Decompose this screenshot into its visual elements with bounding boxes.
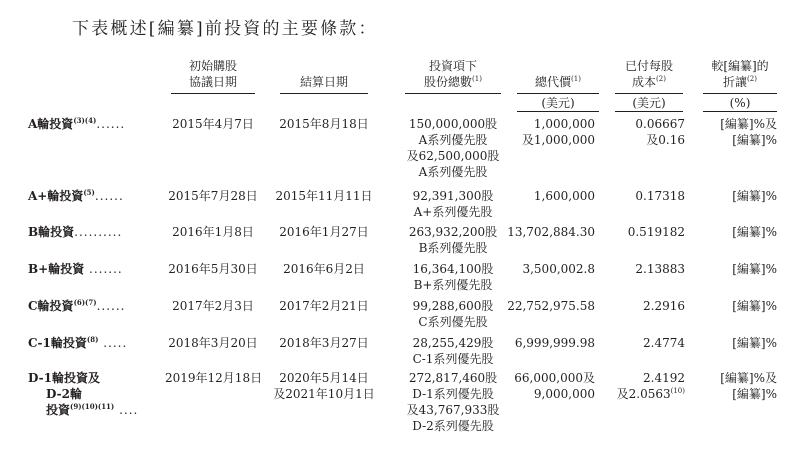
- settlement-date: 2015年8月18日: [279, 117, 369, 131]
- consideration-cell: 13,702,884.30: [507, 225, 595, 239]
- discount-cell: [編纂]%: [732, 189, 777, 203]
- settlement-date: 2016年6月2日: [283, 262, 365, 276]
- header-line: 成本$^{(2)}$: [632, 75, 666, 89]
- header-line: 股份總數$^{(1)}$: [424, 75, 482, 89]
- footnote-ref: (2): [656, 75, 666, 83]
- header-rule: [615, 93, 683, 94]
- label-line: D-2輪: [46, 387, 82, 401]
- footnote-ref: (1): [571, 75, 581, 83]
- header-line: 初始購股: [188, 59, 237, 73]
- cell-line: A系列優先股: [418, 133, 488, 147]
- leader-dots: ......: [96, 117, 126, 131]
- settlement-date: 2016年1月27日: [279, 225, 369, 239]
- agreement-date: 2018年3月20日: [168, 336, 258, 350]
- header-rule: [280, 93, 368, 94]
- header-line: 已付每股: [624, 59, 673, 73]
- cell-line: 16,364,100股: [412, 262, 494, 276]
- unit-rule: [703, 111, 777, 112]
- discount-cell: [720, 116, 777, 148]
- leader-dots: ......: [96, 299, 126, 313]
- cell-line: [編纂]%: [732, 387, 777, 401]
- header-line: 折讓$^{(2)}$: [723, 75, 757, 89]
- shares-cell: [395, 224, 511, 256]
- cell-line: A+系列優先股: [413, 205, 493, 219]
- cell-line: 66,000,000及: [514, 371, 595, 385]
- cost-cell: 0.519182: [627, 225, 685, 239]
- label-line: D-1輪投資及: [28, 371, 100, 385]
- consideration-cell: 22,752,975.58: [507, 299, 595, 313]
- cell-line: 1,000,000: [533, 117, 595, 131]
- header-rule: [517, 93, 599, 94]
- header-consideration: [517, 74, 599, 90]
- cost-cell: [635, 116, 685, 148]
- settlement-date: 2015年11月11日: [275, 189, 373, 203]
- cell-line: 及1,000,000: [521, 133, 595, 147]
- footnote-ref: (6)(7): [73, 298, 97, 307]
- cell-line: 2020年5月14日: [279, 371, 369, 385]
- header-line: 總代價$^{(1)}$: [535, 75, 581, 89]
- consideration-cell: 1,600,000: [533, 189, 595, 203]
- row-label: A輪投資$^{(3)(4)}$......: [28, 116, 126, 131]
- row-label: B輪投資..........: [28, 225, 123, 239]
- cell-line: 0.06667: [635, 117, 685, 131]
- cell-line: 150,000,000股: [408, 117, 498, 131]
- discount-cell: [編纂]%: [732, 225, 777, 239]
- cell-line: 及43,767,933股: [406, 403, 500, 417]
- header-rule: [703, 93, 777, 94]
- header-line: 較[編纂]的: [711, 59, 769, 73]
- shares-cell: [395, 370, 511, 434]
- header-line: 協議日期: [188, 75, 237, 89]
- header-discount: [703, 58, 777, 90]
- row-label: B+輪投資 .......: [28, 262, 123, 276]
- leader-dots: .......: [84, 262, 123, 276]
- row-label: A+輪投資$^{(5)}$......: [28, 188, 124, 203]
- unit-rule: [615, 111, 683, 112]
- row-label: C-1輪投資$^{(8)}$ .....: [28, 335, 128, 350]
- cell-line: [編纂]%: [732, 133, 777, 147]
- cell-line: B系列優先股: [418, 241, 488, 255]
- intro-text: 下表概述[編纂]前投資的主要條款：: [72, 19, 378, 39]
- cell-line: B+系列優先股: [413, 278, 493, 292]
- cell-line: 及62,500,000股: [406, 149, 500, 163]
- row-label: C輪投資$^{(6)(7)}$......: [28, 298, 126, 313]
- agreement-date: 2016年1月8日: [172, 225, 254, 239]
- leader-dots: .....: [98, 336, 128, 350]
- footnote-ref: (2): [747, 75, 757, 83]
- footnote-ref: (9)(10)(11): [70, 402, 115, 411]
- cost-cell: [617, 370, 685, 402]
- agreement-date: 2016年5月30日: [168, 262, 258, 276]
- header-cost: [615, 58, 683, 90]
- cell-line: 263,932,200股: [408, 225, 498, 239]
- cell-line: A系列優先股: [418, 165, 488, 179]
- agreement-date: 2015年7月28日: [168, 189, 258, 203]
- cell-line: 99,288,600股: [412, 299, 494, 313]
- unit-cost: (美元): [632, 96, 666, 110]
- discount-cell: [編纂]%: [732, 336, 777, 350]
- cell-line: D-2系列優先股: [412, 419, 494, 433]
- agreement-date: 2015年4月7日: [172, 117, 254, 131]
- cell-line: D-1系列優先股: [412, 387, 494, 401]
- header-rule: [171, 93, 255, 94]
- header-line: 投資項下: [428, 59, 477, 73]
- discount-cell: [720, 370, 777, 402]
- leader-dots: ......: [94, 189, 124, 203]
- unit-consideration: (美元): [541, 96, 575, 110]
- unit-discount: (%): [729, 96, 751, 110]
- cost-cell: 0.17318: [635, 189, 685, 203]
- discount-cell: [編纂]%: [732, 262, 777, 276]
- agreement-date: 2019年12月18日: [165, 371, 263, 385]
- cell-line: C-1系列優先股: [412, 352, 494, 366]
- cell-line: 及2021年10月1日: [273, 387, 375, 401]
- header-rule: [405, 93, 501, 94]
- discount-cell: [編纂]%: [732, 299, 777, 313]
- footnote-ref: (10): [670, 387, 685, 395]
- header-agreement-date: [171, 58, 255, 90]
- unit-rule: [517, 111, 599, 112]
- cell-line: 272,817,460股: [408, 371, 498, 385]
- shares-cell: [395, 261, 511, 293]
- shares-cell: [395, 298, 511, 330]
- cell-line: [編纂]%及: [720, 117, 777, 131]
- cost-cell: 2.2916: [643, 299, 685, 313]
- cell-line: 9,000,000: [533, 387, 595, 401]
- shares-cell: [395, 188, 511, 220]
- header-shares: [405, 58, 501, 90]
- cell-line: [編纂]%及: [720, 371, 777, 385]
- footnote-ref: (8): [86, 335, 99, 344]
- cost-cell: 2.13883: [635, 262, 685, 276]
- row-label: [28, 370, 138, 418]
- cell-line: 及2.0563$^{(10)}$: [616, 387, 685, 401]
- settlement-date: 2017年2月21日: [279, 299, 369, 313]
- label-line: 投資$^{(9)(10)(11)}$ ....: [46, 402, 139, 417]
- leader-dots: ....: [114, 403, 139, 417]
- cell-line: 2.4192: [643, 371, 685, 385]
- cell-line: 92,391,300股: [412, 189, 494, 203]
- header-line: 結算日期: [299, 75, 348, 89]
- footnote-ref: (3)(4): [73, 116, 97, 125]
- shares-cell: [395, 335, 511, 367]
- consideration-cell: [514, 370, 595, 402]
- leader-dots: ..........: [74, 225, 123, 239]
- footnote-ref: (1): [472, 75, 482, 83]
- cell-line: 28,255,429股: [412, 336, 494, 350]
- agreement-date: 2017年2月3日: [172, 299, 254, 313]
- shares-cell: [395, 116, 511, 180]
- consideration-cell: 3,500,002.8: [522, 262, 595, 276]
- cost-cell: 2.4774: [643, 336, 685, 350]
- header-settlement-date: [280, 74, 368, 90]
- settlement-date: 2018年3月27日: [279, 336, 369, 350]
- cell-line: 及0.16: [646, 133, 685, 147]
- settlement-date: [270, 370, 378, 402]
- consideration-cell: 6,999,999.98: [514, 336, 595, 350]
- footnote-ref: (5): [83, 188, 95, 197]
- cell-line: C系列優先股: [418, 315, 488, 329]
- consideration-cell: [522, 116, 595, 148]
